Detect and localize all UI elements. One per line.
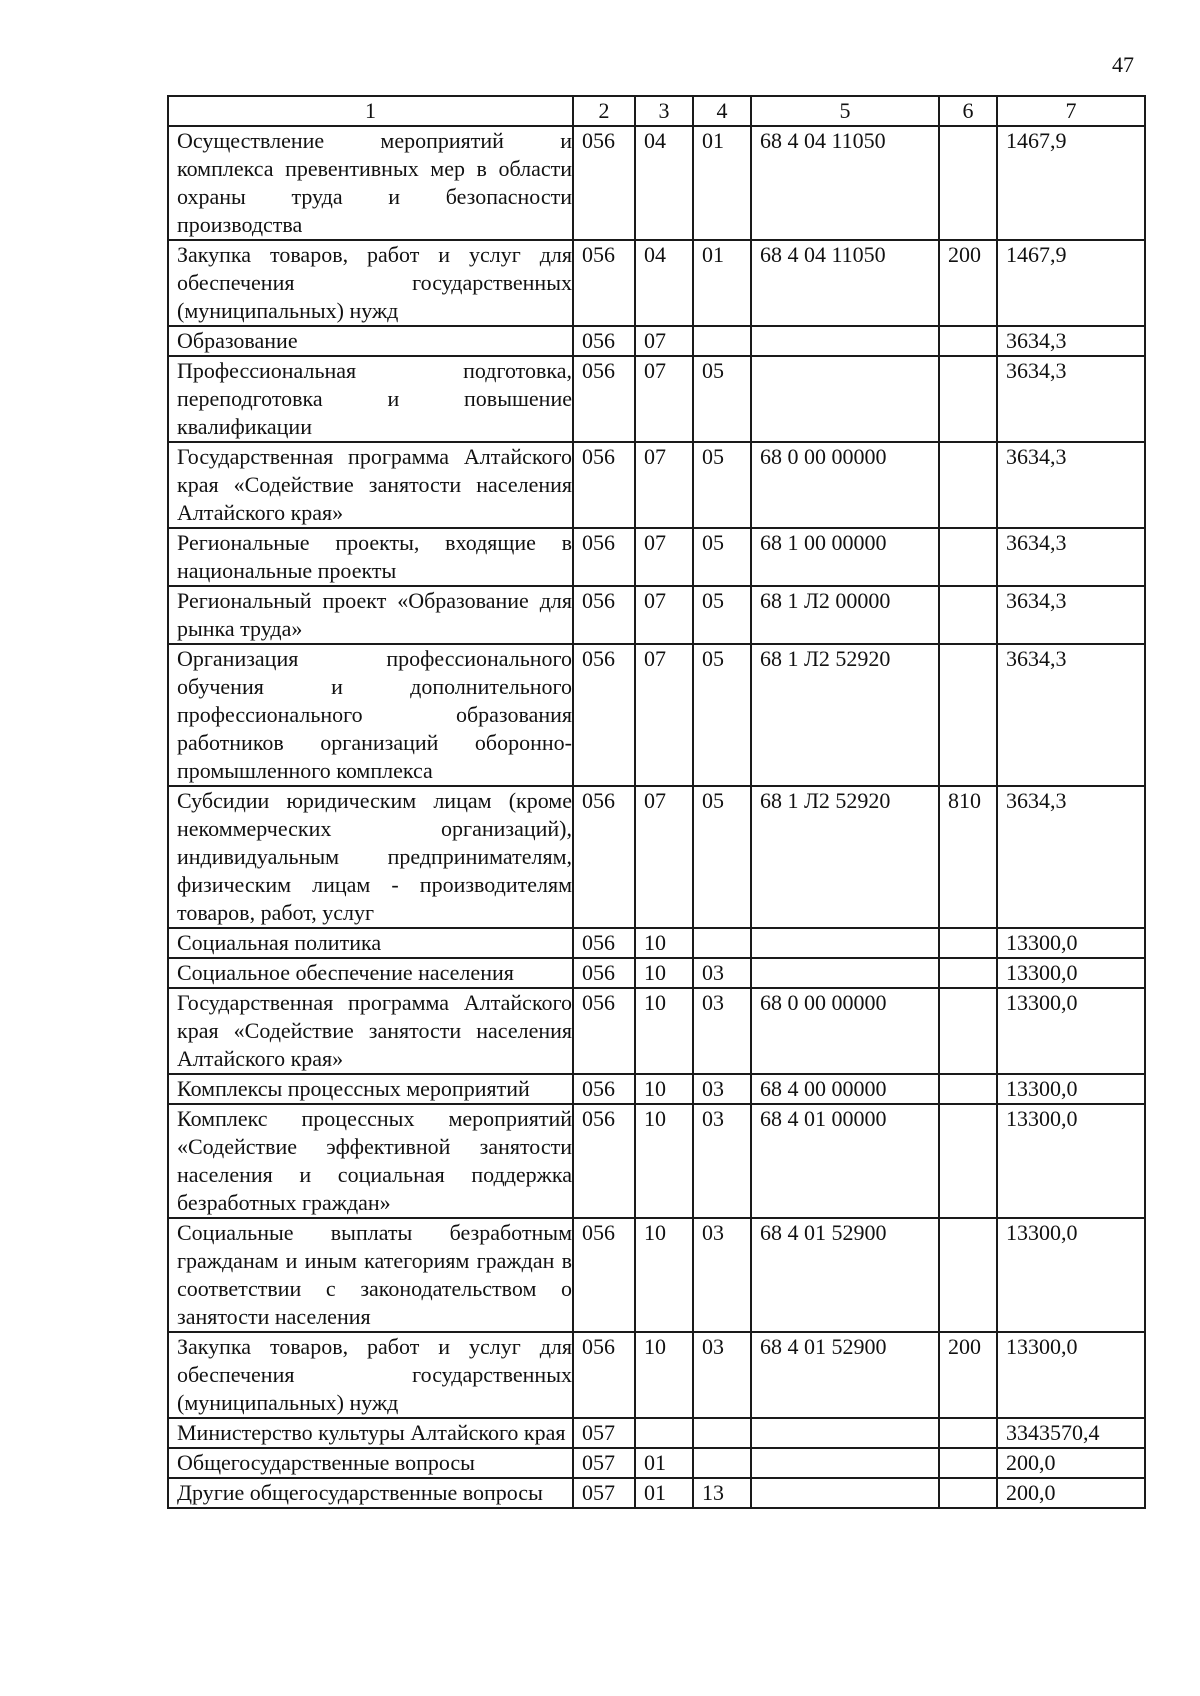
- expense-type-cell: [939, 442, 997, 528]
- ministry-code-cell: 056: [573, 1104, 635, 1218]
- table-row: [168, 442, 1145, 528]
- table-header-row: [168, 96, 1145, 126]
- table-row: [168, 644, 1145, 786]
- section-code-cell: [635, 1418, 693, 1448]
- expense-type-cell: [939, 644, 997, 786]
- subsection-code-cell: [693, 928, 751, 958]
- section-code-cell: 10: [635, 1332, 693, 1418]
- table-row: [168, 240, 1145, 326]
- row-name-cell: Социальное обеспечение населения: [168, 958, 573, 988]
- table-row: [168, 1218, 1145, 1332]
- target-article-cell: 68 0 00 00000: [751, 988, 939, 1074]
- table-row: [168, 786, 1145, 928]
- amount-cell: 3634,3: [997, 644, 1145, 786]
- column-header-3: 3: [635, 96, 693, 126]
- target-article-cell: 68 1 Л2 00000: [751, 586, 939, 644]
- ministry-code-cell: 056: [573, 786, 635, 928]
- ministry-code-cell: 056: [573, 644, 635, 786]
- amount-cell: 13300,0: [997, 1218, 1145, 1332]
- table-body: [168, 126, 1145, 1508]
- amount-cell: 13300,0: [997, 1332, 1145, 1418]
- subsection-code-cell: [693, 1418, 751, 1448]
- target-article-cell: [751, 326, 939, 356]
- subsection-code-cell: 05: [693, 356, 751, 442]
- ministry-code-cell: 056: [573, 356, 635, 442]
- subsection-code-cell: 01: [693, 240, 751, 326]
- section-code-cell: 07: [635, 528, 693, 586]
- target-article-cell: 68 4 01 52900: [751, 1218, 939, 1332]
- row-name-cell: Профессиональная подготовка, переподготовка и повышение квалификации: [168, 356, 573, 442]
- row-name-cell: Комплексы процессных мероприятий: [168, 1074, 573, 1104]
- section-code-cell: 01: [635, 1448, 693, 1478]
- amount-cell: 3343570,4: [997, 1418, 1145, 1448]
- section-code-cell: 10: [635, 1218, 693, 1332]
- column-header-6: 6: [939, 96, 997, 126]
- row-name-cell: Субсидии юридическим лицам (кроме некоммерческих организаций), индивидуальным предпринимателям, физическим лицам - производителям товаров, работ, услуг: [168, 786, 573, 928]
- expense-type-cell: [939, 1448, 997, 1478]
- section-code-cell: 07: [635, 786, 693, 928]
- row-name-cell: Министерство культуры Алтайского края: [168, 1418, 573, 1448]
- subsection-code-cell: 05: [693, 786, 751, 928]
- row-name-cell: Закупка товаров, работ и услуг для обеспечения государственных (муниципальных) нужд: [168, 240, 573, 326]
- section-code-cell: 01: [635, 1478, 693, 1508]
- row-name-cell: Социальные выплаты безработным гражданам и иным категориям граждан в соответствии с законодательством о занятости населения: [168, 1218, 573, 1332]
- subsection-code-cell: 03: [693, 1332, 751, 1418]
- target-article-cell: 68 4 04 11050: [751, 126, 939, 240]
- amount-cell: 3634,3: [997, 586, 1145, 644]
- target-article-cell: 68 1 Л2 52920: [751, 786, 939, 928]
- amount-cell: 3634,3: [997, 356, 1145, 442]
- amount-cell: 13300,0: [997, 928, 1145, 958]
- row-name-cell: Социальная политика: [168, 928, 573, 958]
- subsection-code-cell: 05: [693, 586, 751, 644]
- row-name-cell: Другие общегосударственные вопросы: [168, 1478, 573, 1508]
- amount-cell: 13300,0: [997, 1074, 1145, 1104]
- ministry-code-cell: 056: [573, 1074, 635, 1104]
- ministry-code-cell: 056: [573, 988, 635, 1074]
- table-row: [168, 928, 1145, 958]
- expense-type-cell: [939, 126, 997, 240]
- ministry-code-cell: 057: [573, 1418, 635, 1448]
- ministry-code-cell: 056: [573, 126, 635, 240]
- section-code-cell: 10: [635, 958, 693, 988]
- expense-type-cell: 200: [939, 1332, 997, 1418]
- target-article-cell: 68 4 01 52900: [751, 1332, 939, 1418]
- column-header-7: 7: [997, 96, 1145, 126]
- section-code-cell: 10: [635, 928, 693, 958]
- ministry-code-cell: 056: [573, 928, 635, 958]
- column-header-1: 1: [168, 96, 573, 126]
- row-name-cell: Комплекс процессных мероприятий «Содействие эффективной занятости населения и социальная поддержка безработных граждан»: [168, 1104, 573, 1218]
- row-name-cell: Организация профессионального обучения и дополнительного профессионального образования работников организаций оборонно-промышленного комплекса: [168, 644, 573, 786]
- subsection-code-cell: 05: [693, 442, 751, 528]
- table-row: [168, 1448, 1145, 1478]
- target-article-cell: [751, 356, 939, 442]
- table-row: [168, 528, 1145, 586]
- column-header-4: 4: [693, 96, 751, 126]
- subsection-code-cell: [693, 326, 751, 356]
- target-article-cell: [751, 1478, 939, 1508]
- amount-cell: 3634,3: [997, 442, 1145, 528]
- row-name-cell: Осуществление мероприятий и комплекса превентивных мер в области охраны труда и безопасности производства: [168, 126, 573, 240]
- table-row: [168, 1104, 1145, 1218]
- table-row: [168, 1332, 1145, 1418]
- table-row: [168, 356, 1145, 442]
- amount-cell: 3634,3: [997, 528, 1145, 586]
- row-name-cell: Региональный проект «Образование для рынка труда»: [168, 586, 573, 644]
- section-code-cell: 10: [635, 988, 693, 1074]
- subsection-code-cell: 03: [693, 958, 751, 988]
- subsection-code-cell: 03: [693, 1104, 751, 1218]
- ministry-code-cell: 056: [573, 1218, 635, 1332]
- subsection-code-cell: 01: [693, 126, 751, 240]
- amount-cell: 13300,0: [997, 988, 1145, 1074]
- table-row: [168, 586, 1145, 644]
- expense-type-cell: [939, 356, 997, 442]
- target-article-cell: 68 1 Л2 52920: [751, 644, 939, 786]
- expense-type-cell: [939, 1074, 997, 1104]
- row-name-cell: Общегосударственные вопросы: [168, 1448, 573, 1478]
- table-row: [168, 1478, 1145, 1508]
- subsection-code-cell: 03: [693, 1074, 751, 1104]
- target-article-cell: [751, 958, 939, 988]
- table-row: [168, 126, 1145, 240]
- expense-type-cell: 200: [939, 240, 997, 326]
- amount-cell: 13300,0: [997, 958, 1145, 988]
- amount-cell: 3634,3: [997, 786, 1145, 928]
- page-number: 47: [1112, 52, 1134, 77]
- section-code-cell: 04: [635, 126, 693, 240]
- ministry-code-cell: 056: [573, 1332, 635, 1418]
- amount-cell: 200,0: [997, 1448, 1145, 1478]
- ministry-code-cell: 056: [573, 958, 635, 988]
- budget-table: [167, 95, 1146, 1509]
- expense-type-cell: [939, 988, 997, 1074]
- target-article-cell: 68 4 00 00000: [751, 1074, 939, 1104]
- row-name-cell: Государственная программа Алтайского края «Содействие занятости населения Алтайского края»: [168, 442, 573, 528]
- target-article-cell: 68 0 00 00000: [751, 442, 939, 528]
- section-code-cell: 07: [635, 442, 693, 528]
- section-code-cell: 07: [635, 356, 693, 442]
- ministry-code-cell: 057: [573, 1448, 635, 1478]
- amount-cell: 200,0: [997, 1478, 1145, 1508]
- subsection-code-cell: 05: [693, 644, 751, 786]
- expense-type-cell: [939, 1418, 997, 1448]
- target-article-cell: 68 4 04 11050: [751, 240, 939, 326]
- expense-type-cell: [939, 1104, 997, 1218]
- ministry-code-cell: 056: [573, 442, 635, 528]
- expense-type-cell: [939, 1478, 997, 1508]
- ministry-code-cell: 056: [573, 240, 635, 326]
- ministry-code-cell: 056: [573, 326, 635, 356]
- expense-type-cell: [939, 586, 997, 644]
- ministry-code-cell: 056: [573, 528, 635, 586]
- subsection-code-cell: 13: [693, 1478, 751, 1508]
- expense-type-cell: [939, 928, 997, 958]
- target-article-cell: [751, 1418, 939, 1448]
- section-code-cell: 07: [635, 586, 693, 644]
- row-name-cell: Закупка товаров, работ и услуг для обеспечения государственных (муниципальных) нужд: [168, 1332, 573, 1418]
- amount-cell: 1467,9: [997, 240, 1145, 326]
- ministry-code-cell: 056: [573, 586, 635, 644]
- expense-type-cell: [939, 326, 997, 356]
- section-code-cell: 10: [635, 1104, 693, 1218]
- column-header-5: 5: [751, 96, 939, 126]
- table-row: [168, 988, 1145, 1074]
- expense-type-cell: [939, 1218, 997, 1332]
- amount-cell: 13300,0: [997, 1104, 1145, 1218]
- subsection-code-cell: 05: [693, 528, 751, 586]
- target-article-cell: [751, 1448, 939, 1478]
- expense-type-cell: [939, 958, 997, 988]
- expense-type-cell: 810: [939, 786, 997, 928]
- table-row: [168, 1074, 1145, 1104]
- row-name-cell: Региональные проекты, входящие в национальные проекты: [168, 528, 573, 586]
- subsection-code-cell: [693, 1448, 751, 1478]
- section-code-cell: 07: [635, 326, 693, 356]
- row-name-cell: Государственная программа Алтайского края «Содействие занятости населения Алтайского края»: [168, 988, 573, 1074]
- table-row: [168, 326, 1145, 356]
- ministry-code-cell: 057: [573, 1478, 635, 1508]
- expense-type-cell: [939, 528, 997, 586]
- target-article-cell: 68 1 00 00000: [751, 528, 939, 586]
- row-name-cell: Образование: [168, 326, 573, 356]
- column-header-2: 2: [573, 96, 635, 126]
- amount-cell: 3634,3: [997, 326, 1145, 356]
- target-article-cell: 68 4 01 00000: [751, 1104, 939, 1218]
- section-code-cell: 07: [635, 644, 693, 786]
- table-row: [168, 958, 1145, 988]
- target-article-cell: [751, 928, 939, 958]
- table-row: [168, 1418, 1145, 1448]
- section-code-cell: 10: [635, 1074, 693, 1104]
- subsection-code-cell: 03: [693, 1218, 751, 1332]
- amount-cell: 1467,9: [997, 126, 1145, 240]
- subsection-code-cell: 03: [693, 988, 751, 1074]
- section-code-cell: 04: [635, 240, 693, 326]
